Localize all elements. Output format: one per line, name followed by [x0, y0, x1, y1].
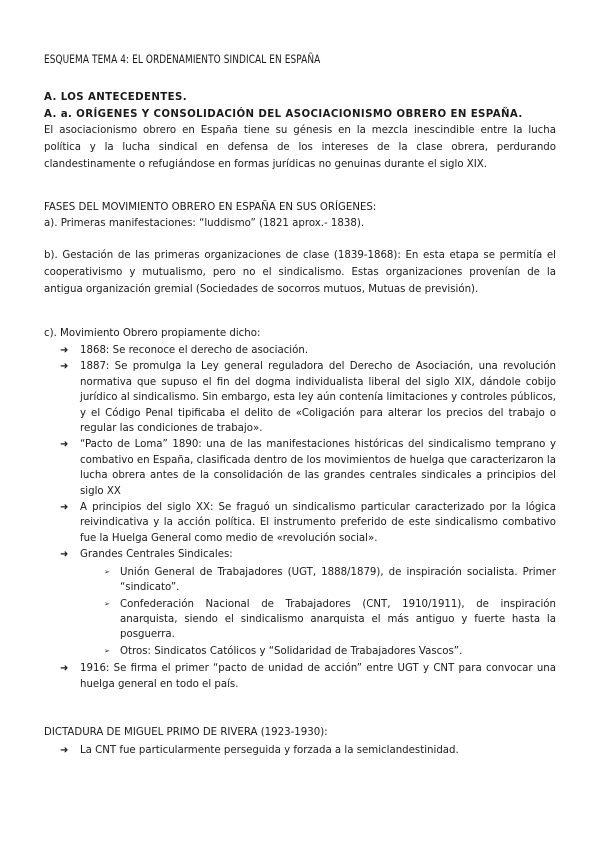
- section-heading-aa: A. a. ORÍGENES Y CONSOLIDACIÓN DEL ASOCIACIONISMO OBRERO EN ESPAÑA.: [44, 109, 523, 120]
- list-item-text: 1887: Se promulga la Ley general reguladora del Derecho de Asociación, una revolución normativa que supuso el fin del dogma individualista liberal del siglo XIX, dándole cobijo jurídico al sindicalismo. Sin embargo, esta ley aún contenía limitaciones y controles públicos, y el Código Penal tipificaba el delito de «Coligación para alterar los precios del trabajo o regular las condiciones de trabajo».: [80, 361, 556, 435]
- list-item: [60, 343, 556, 358]
- sub-list-item-text: Confederación Nacional de Trabajadores (CNT, 1910/1911), de inspiración anarquista, siendo el sindicalismo anarquista el más antiguo y fuerte hasta la posguerra.: [120, 598, 556, 641]
- list-item-text: La CNT fue particularmente perseguida y forzada a la semiclandestinidad.: [80, 745, 459, 756]
- list-item-text: A principios del siglo XX: Se fraguó un sindicalismo particular caracterizado por la lógica reivindicativa y la acción política. El instrumento preferido de este sindicalismo combativo fue la Huelga General como medio de «revolución social».: [80, 502, 556, 544]
- sub-list-item: [80, 597, 556, 643]
- small-arrow-icon: ➢: [104, 599, 110, 608]
- fase-b-paragraph: b). Gestación de las primeras organizaciones de clase (1839-1868): En esta etapa se permitía el cooperativismo y mutualismo, pero no el sindicalismo. Estas organizaciones provenían de la antigua organización gremial (Sociedades de socorros mutuos, Mutuas de previsión).: [44, 250, 556, 295]
- list-item: [60, 437, 556, 499]
- document-title: ESQUEMA TEMA 4: EL ORDENAMIENTO SINDICAL EN ESPAÑA: [44, 52, 321, 66]
- arrow-right-icon: ➜: [60, 345, 69, 356]
- list-item: [60, 743, 556, 758]
- sub-list-item: [80, 565, 556, 596]
- list-item: [60, 547, 556, 659]
- arrow-right-icon: ➜: [60, 549, 69, 561]
- fase-c-list: [60, 343, 556, 693]
- arrow-right-icon: ➜: [60, 745, 69, 756]
- list-item: [60, 500, 556, 546]
- arrow-right-icon: ➜: [60, 502, 69, 514]
- list-item: [60, 661, 556, 692]
- list-item-text: “Pacto de Loma” 1890: una de las manifestaciones históricas del sindicalismo temprano y combativo en España, clasificada dentro de los movimientos de huelga que caracterizaron la lucha obrera antes de la consolidación de las grandes centrales sindicales a principios del siglo XX: [80, 439, 556, 497]
- arrow-right-icon: ➜: [60, 439, 69, 451]
- sub-list-item: [80, 644, 556, 659]
- fase-a: a). Primeras manifestaciones: “luddismo” (1821 aprox.- 1838).: [44, 218, 365, 229]
- fases-heading: FASES DEL MOVIMIENTO OBRERO EN ESPAÑA EN SUS ORÍGENES:: [44, 202, 377, 213]
- small-arrow-icon: ➢: [104, 646, 110, 655]
- dictadura-heading: DICTADURA DE MIGUEL PRIMO DE RIVERA (1923-1930):: [44, 727, 328, 738]
- sub-list-item-text: Otros: Sindicatos Católicos y “Solidaridad de Trabajadores Vascos”.: [120, 645, 463, 657]
- arrow-right-icon: ➜: [60, 663, 69, 675]
- section-heading-a: A. LOS ANTECEDENTES.: [44, 92, 187, 103]
- list-item-text: Grandes Centrales Sindicales:: [80, 549, 233, 561]
- dictadura-list: [60, 743, 556, 759]
- intro-paragraph: El asociacionismo obrero en España tiene su génesis en la mezcla inescindible entre la lucha política y la lucha sindical en defensa de los intereses de la clase obrera, perdurando clandestinamente o refugiándose en formas jurídicas no genuinas durante el siglo XIX.: [44, 125, 556, 170]
- centrales-list: [80, 565, 556, 659]
- list-item-text: 1916: Se firma el primer “pacto de unidad de acción” entre UGT y CNT para convocar una huelga general en todo el país.: [80, 663, 556, 690]
- sub-list-item-text: Unión General de Trabajadores (UGT, 1888/1879), de inspiración socialista. Primer “sindicato”.: [120, 566, 556, 594]
- list-item-text: 1868: Se reconoce el derecho de asociación.: [80, 345, 309, 356]
- small-arrow-icon: ➢: [104, 567, 110, 576]
- arrow-right-icon: ➜: [60, 361, 69, 373]
- fase-c-heading: c). Movimiento Obrero propiamente dicho:: [44, 328, 261, 339]
- list-item: [60, 359, 556, 436]
